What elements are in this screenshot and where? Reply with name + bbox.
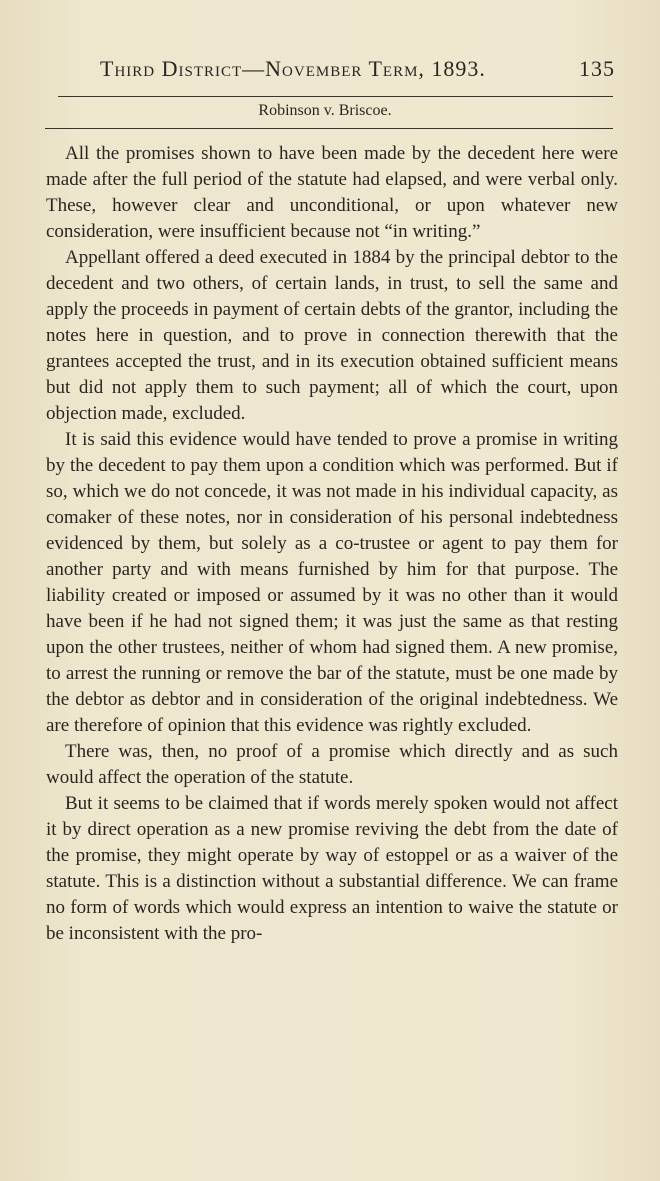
running-head xyxy=(100,56,615,88)
case-title: Robinson v. Briscoe. xyxy=(258,102,392,119)
paragraph: Appellant offered a deed executed in 1884 by the principal debtor to the decedent and two others, of certain lands, in trust, to sell the same and apply the proceeds in payment of certain debts of the grantor, including the notes here in question, and to prove in connection therewith that the grantees accepted the trust, and in its execution obtained sufficient means but did not apply them to such payment; all of which the court, upon objection made, excluded. xyxy=(46,247,618,424)
paragraph: But it seems to be claimed that if words merely spoken would not affect it by direct operation as a new promise reviving the debt from the date of the promise, they might operate by way of estoppel or as a waiver of the statute. This is a distinction without a substantial difference. We can frame no form of words which would express an intention to waive the statute or be inconsistent with the pro- xyxy=(46,793,618,944)
page-number: 135 xyxy=(579,56,615,81)
header-rule-bottom xyxy=(45,128,613,129)
paragraph: It is said this evidence would have tended to prove a promise in writing by the decedent to pay them upon a condition which was performed. But if so, which we do not concede, it was not made in his individual capacity, as comaker of these notes, nor in consideration of his personal indebtedness evidenced by them, but solely as a co-trustee or agent to pay them for another party and with means furnished by him for that purpose. The liability created or imposed or assumed by it was no other than it would have been if he had not signed them; it was just the same as that resting upon the other trustees, neither of whom had signed them. A new promise, to arrest the running or remove the bar of the statute, must be one made by the debtor as debtor and in consideration of the original indebtedness. We are therefore of opinion that this evidence was rightly excluded. xyxy=(46,429,618,736)
header-rule-top xyxy=(58,96,613,97)
paragraph: There was, then, no proof of a promise which directly and as such would affect the operation of the statute. xyxy=(46,741,618,788)
body-text xyxy=(46,141,618,947)
running-title: Third District—November Term, 1893. xyxy=(100,56,486,81)
paragraph: All the promises shown to have been made by the decedent here were made after the full period of the statute had elapsed, and were verbal only. These, however clear and unconditional, or upon whatever new consideration, were insufficient because not “in writing.” xyxy=(46,143,618,242)
